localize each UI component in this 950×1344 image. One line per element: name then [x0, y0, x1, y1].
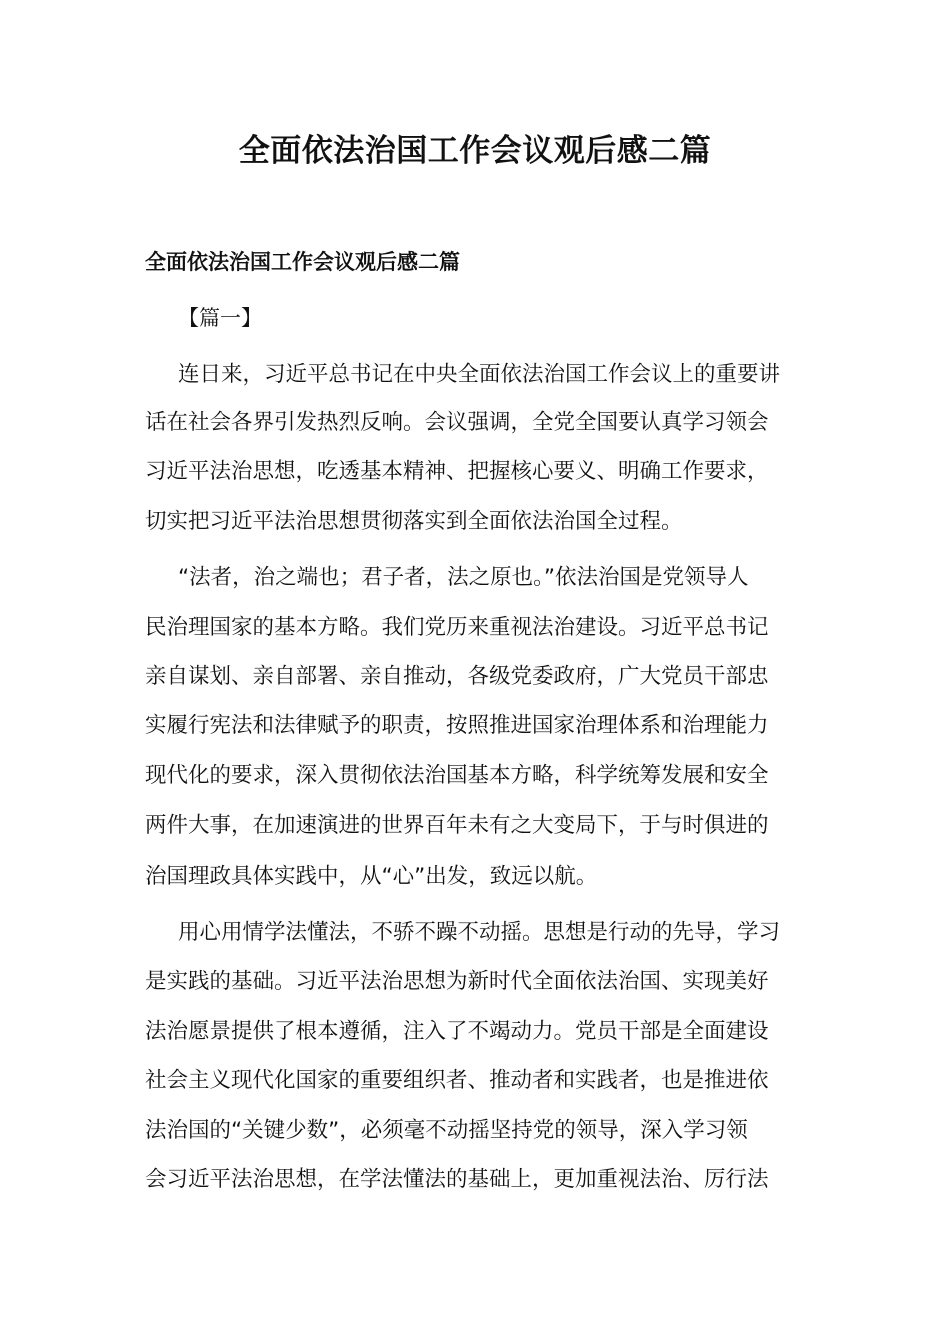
part-label: 【篇一】 [178, 306, 262, 330]
paragraph-3-line-1: 用心用情学法懂法，不骄不躁不动摇。思想是行动的先导，学习 [178, 920, 781, 945]
paragraph-1-line-3: 习近平法治思想，吃透基本精神、把握核心要义、明确工作要求， [145, 459, 769, 484]
paragraph-3-line-3: 法治愿景提供了根本遵循，注入了不竭动力。党员干部是全面建设 [145, 1019, 769, 1044]
paragraph-2-line-7: 治国理政具体实践中，从“心”出发，致远以航。 [145, 864, 598, 889]
paragraph-3-line-2: 是实践的基础。习近平法治思想为新时代全面依法治国、实现美好 [145, 969, 769, 994]
paragraph-1-line-4: 切实把习近平法治思想贯彻落实到全面依法治国全过程。 [145, 509, 683, 534]
paragraph-3-line-5: 法治国的“关键少数”，必须毫不动摇坚持党的领导，深入学习领 [145, 1118, 748, 1143]
paragraph-2-line-2: 民治理国家的基本方略。我们党历来重视法治建设。习近平总书记 [145, 615, 769, 640]
paragraph-3-line-6: 会习近平法治思想，在学法懂法的基础上，更加重视法治、厉行法 [145, 1167, 769, 1192]
section-heading: 全面依法治国工作会议观后感二篇 [145, 250, 460, 274]
paragraph-3-line-4: 社会主义现代化国家的重要组织者、推动者和实践者，也是推进依 [145, 1068, 769, 1093]
document-title: 全面依法治国工作会议观后感二篇 [238, 133, 712, 169]
paragraph-2-line-5: 现代化的要求，深入贯彻依法治国基本方略，科学统筹发展和安全 [145, 763, 769, 788]
paragraph-2-line-1: “法者，治之端也；君子者，法之原也。”依法治国是党领导人 [178, 565, 749, 590]
paragraph-2-line-6: 两件大事，在加速演进的世界百年未有之大变局下，于与时俱进的 [145, 813, 769, 838]
paragraph-2-line-3: 亲自谋划、亲自部署、亲自推动，各级党委政府，广大党员干部忠 [145, 664, 769, 689]
paragraph-2-line-4: 实履行宪法和法律赋予的职责，按照推进国家治理体系和治理能力 [145, 713, 769, 738]
paragraph-1-line-2: 话在社会各界引发热烈反响。会议强调，全党全国要认真学习领会 [145, 410, 769, 435]
paragraph-1-line-1: 连日来，习近平总书记在中央全面依法治国工作会议上的重要讲 [178, 362, 781, 387]
